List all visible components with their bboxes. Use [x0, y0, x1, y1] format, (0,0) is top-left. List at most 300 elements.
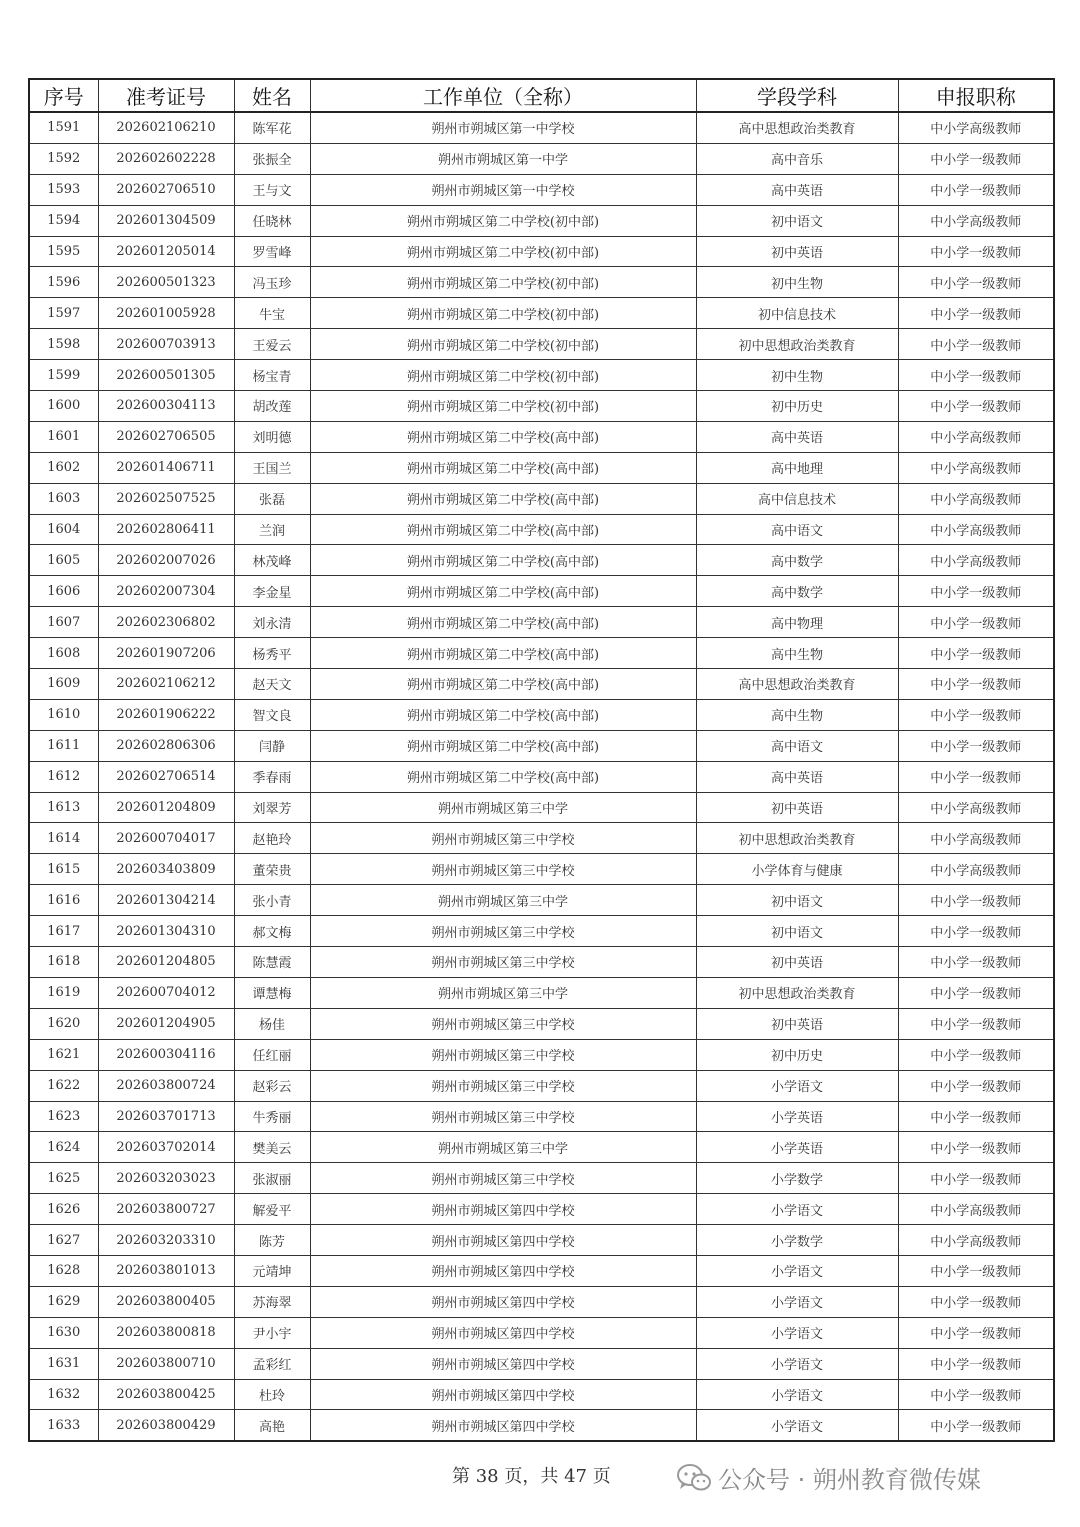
cell-serial: 1611	[29, 730, 98, 761]
cell-work-unit: 朔州市朔城区第三中学校	[310, 1070, 696, 1101]
cell-subject: 初中生物	[696, 267, 898, 298]
cell-name: 解爱平	[234, 1194, 310, 1225]
cell-subject: 小学语文	[696, 1255, 898, 1286]
cell-serial: 1603	[29, 483, 98, 514]
cell-work-unit: 朔州市朔城区第二中学校(高中部)	[310, 607, 696, 638]
cell-serial: 1609	[29, 669, 98, 700]
cell-title: 中小学一级教师	[898, 607, 1054, 638]
cell-title: 中小学高级教师	[898, 112, 1054, 143]
cell-exam-id: 202601205014	[98, 236, 234, 267]
wechat-icon	[676, 1463, 712, 1493]
cell-title: 中小学一级教师	[898, 916, 1054, 947]
cell-title: 中小学一级教师	[898, 669, 1054, 700]
table-row	[29, 143, 1054, 174]
table-row	[29, 1194, 1054, 1225]
cell-title: 中小学一级教师	[898, 1101, 1054, 1132]
cell-exam-id: 202603403809	[98, 854, 234, 885]
cell-title: 中小学高级教师	[898, 792, 1054, 823]
cell-title: 中小学一级教师	[898, 699, 1054, 730]
cell-subject: 小学语文	[696, 1348, 898, 1379]
cell-subject: 高中思想政治类教育	[696, 112, 898, 143]
cell-subject: 初中思想政治类教育	[696, 329, 898, 360]
cell-name: 张淑丽	[234, 1163, 310, 1194]
cell-work-unit: 朔州市朔城区第三中学	[310, 1132, 696, 1163]
table-row	[29, 1317, 1054, 1348]
cell-exam-id: 202601304310	[98, 916, 234, 947]
table-row	[29, 730, 1054, 761]
cell-title: 中小学一级教师	[898, 947, 1054, 978]
cell-name: 杨秀平	[234, 638, 310, 669]
candidate-table	[28, 78, 1055, 1442]
cell-subject: 高中英语	[696, 761, 898, 792]
cell-serial: 1592	[29, 143, 98, 174]
cell-subject: 初中思想政治类教育	[696, 977, 898, 1008]
cell-serial: 1627	[29, 1225, 98, 1256]
watermark	[676, 1460, 981, 1495]
cell-work-unit: 朔州市朔城区第二中学校(初中部)	[310, 360, 696, 391]
table-row	[29, 1101, 1054, 1132]
cell-serial: 1633	[29, 1410, 98, 1441]
cell-subject: 高中生物	[696, 638, 898, 669]
cell-serial: 1621	[29, 1039, 98, 1070]
cell-work-unit: 朔州市朔城区第二中学校(高中部)	[310, 576, 696, 607]
cell-exam-id: 202602806306	[98, 730, 234, 761]
cell-subject: 小学语文	[696, 1317, 898, 1348]
cell-name: 苏海翠	[234, 1286, 310, 1317]
cell-name: 王爱云	[234, 329, 310, 360]
cell-name: 兰润	[234, 514, 310, 545]
cell-serial: 1613	[29, 792, 98, 823]
cell-title: 中小学高级教师	[898, 514, 1054, 545]
table-row	[29, 483, 1054, 514]
cell-title: 中小学一级教师	[898, 329, 1054, 360]
watermark-text: 公众号 · 朔州教育微传媒	[718, 1466, 981, 1494]
cell-title: 中小学一级教师	[898, 1379, 1054, 1410]
cell-name: 陈慧霞	[234, 947, 310, 978]
cell-title: 中小学一级教师	[898, 298, 1054, 329]
cell-subject: 高中信息技术	[696, 483, 898, 514]
cell-name: 冯玉珍	[234, 267, 310, 298]
cell-work-unit: 朔州市朔城区第三中学	[310, 792, 696, 823]
cell-title: 中小学高级教师	[898, 1225, 1054, 1256]
cell-name: 李金星	[234, 576, 310, 607]
cell-exam-id: 202600704017	[98, 823, 234, 854]
cell-name: 张磊	[234, 483, 310, 514]
cell-name: 闫静	[234, 730, 310, 761]
table-row	[29, 916, 1054, 947]
cell-exam-id: 202603701713	[98, 1101, 234, 1132]
cell-work-unit: 朔州市朔城区第二中学校(初中部)	[310, 298, 696, 329]
cell-serial: 1610	[29, 699, 98, 730]
cell-title: 中小学高级教师	[898, 1194, 1054, 1225]
table-row	[29, 638, 1054, 669]
cell-subject: 初中英语	[696, 236, 898, 267]
cell-work-unit: 朔州市朔城区第三中学校	[310, 1163, 696, 1194]
cell-subject: 小学体育与健康	[696, 854, 898, 885]
cell-name: 智文良	[234, 699, 310, 730]
cell-subject: 高中生物	[696, 699, 898, 730]
cell-name: 赵艳玲	[234, 823, 310, 854]
cell-exam-id: 202603800710	[98, 1348, 234, 1379]
cell-name: 牛秀丽	[234, 1101, 310, 1132]
cell-title: 中小学一级教师	[898, 391, 1054, 422]
table-row	[29, 823, 1054, 854]
cell-subject: 高中英语	[696, 421, 898, 452]
table-row	[29, 761, 1054, 792]
cell-exam-id: 202603800818	[98, 1317, 234, 1348]
cell-subject: 高中语文	[696, 514, 898, 545]
cell-title: 中小学高级教师	[898, 545, 1054, 576]
cell-work-unit: 朔州市朔城区第二中学校(高中部)	[310, 699, 696, 730]
table-row	[29, 298, 1054, 329]
cell-serial: 1594	[29, 205, 98, 236]
table-row	[29, 360, 1054, 391]
cell-name: 季春雨	[234, 761, 310, 792]
cell-name: 张小青	[234, 885, 310, 916]
table-row	[29, 1008, 1054, 1039]
cell-exam-id: 202602007304	[98, 576, 234, 607]
cell-name: 孟彩红	[234, 1348, 310, 1379]
table-row	[29, 205, 1054, 236]
cell-subject: 小学英语	[696, 1132, 898, 1163]
cell-exam-id: 202602806411	[98, 514, 234, 545]
table-row	[29, 885, 1054, 916]
cell-name: 刘永清	[234, 607, 310, 638]
cell-subject: 初中英语	[696, 947, 898, 978]
cell-name: 杜玲	[234, 1379, 310, 1410]
cell-name: 王国兰	[234, 452, 310, 483]
table-header-row	[29, 79, 1054, 112]
cell-exam-id: 202602706505	[98, 421, 234, 452]
cell-title: 中小学高级教师	[898, 452, 1054, 483]
table-row	[29, 1286, 1054, 1317]
cell-serial: 1614	[29, 823, 98, 854]
cell-exam-id: 202600501305	[98, 360, 234, 391]
cell-work-unit: 朔州市朔城区第四中学校	[310, 1255, 696, 1286]
cell-title: 中小学一级教师	[898, 1348, 1054, 1379]
document-table-container	[28, 78, 1053, 1442]
cell-title: 中小学一级教师	[898, 1255, 1054, 1286]
cell-name: 罗雪峰	[234, 236, 310, 267]
cell-subject: 初中历史	[696, 1039, 898, 1070]
cell-subject: 小学语文	[696, 1286, 898, 1317]
cell-name: 任晓林	[234, 205, 310, 236]
cell-exam-id: 202600703913	[98, 329, 234, 360]
cell-serial: 1595	[29, 236, 98, 267]
cell-name: 张振全	[234, 143, 310, 174]
cell-name: 牛宝	[234, 298, 310, 329]
cell-work-unit: 朔州市朔城区第四中学校	[310, 1348, 696, 1379]
cell-exam-id: 202601204809	[98, 792, 234, 823]
cell-title: 中小学高级教师	[898, 421, 1054, 452]
cell-work-unit: 朔州市朔城区第二中学校(高中部)	[310, 421, 696, 452]
cell-title: 中小学一级教师	[898, 360, 1054, 391]
cell-serial: 1625	[29, 1163, 98, 1194]
cell-name: 元靖坤	[234, 1255, 310, 1286]
cell-work-unit: 朔州市朔城区第一中学	[310, 143, 696, 174]
cell-exam-id: 202603800724	[98, 1070, 234, 1101]
cell-subject: 小学数学	[696, 1225, 898, 1256]
cell-title: 中小学一级教师	[898, 1410, 1054, 1441]
table-row	[29, 1070, 1054, 1101]
cell-work-unit: 朔州市朔城区第四中学校	[310, 1225, 696, 1256]
cell-name: 郝文梅	[234, 916, 310, 947]
table-row	[29, 236, 1054, 267]
table-row	[29, 1379, 1054, 1410]
cell-exam-id: 202602106210	[98, 112, 234, 143]
cell-name: 林茂峰	[234, 545, 310, 576]
cell-work-unit: 朔州市朔城区第二中学校(初中部)	[310, 329, 696, 360]
cell-name: 王与文	[234, 174, 310, 205]
cell-name: 刘翠芳	[234, 792, 310, 823]
cell-title: 中小学一级教师	[898, 236, 1054, 267]
cell-subject: 初中英语	[696, 1008, 898, 1039]
cell-work-unit: 朔州市朔城区第一中学校	[310, 112, 696, 143]
table-row	[29, 112, 1054, 143]
cell-exam-id: 202603702014	[98, 1132, 234, 1163]
cell-serial: 1600	[29, 391, 98, 422]
cell-title: 中小学高级教师	[898, 823, 1054, 854]
cell-work-unit: 朔州市朔城区第三中学校	[310, 1101, 696, 1132]
cell-serial: 1616	[29, 885, 98, 916]
cell-name: 董荣贵	[234, 854, 310, 885]
cell-exam-id: 202601304214	[98, 885, 234, 916]
cell-work-unit: 朔州市朔城区第二中学校(高中部)	[310, 483, 696, 514]
cell-title: 中小学一级教师	[898, 1070, 1054, 1101]
cell-serial: 1607	[29, 607, 98, 638]
table-row	[29, 1225, 1054, 1256]
cell-serial: 1618	[29, 947, 98, 978]
cell-name: 谭慧梅	[234, 977, 310, 1008]
cell-serial: 1602	[29, 452, 98, 483]
cell-name: 赵天文	[234, 669, 310, 700]
cell-serial: 1605	[29, 545, 98, 576]
cell-exam-id: 202603800405	[98, 1286, 234, 1317]
cell-title: 中小学一级教师	[898, 1132, 1054, 1163]
page-footer	[0, 1462, 1080, 1494]
cell-name: 樊美云	[234, 1132, 310, 1163]
cell-name: 陈芳	[234, 1225, 310, 1256]
cell-work-unit: 朔州市朔城区第二中学校(初中部)	[310, 267, 696, 298]
cell-serial: 1617	[29, 916, 98, 947]
cell-exam-id: 202601204905	[98, 1008, 234, 1039]
cell-subject: 初中信息技术	[696, 298, 898, 329]
cell-title: 中小学高级教师	[898, 483, 1054, 514]
cell-work-unit: 朔州市朔城区第三中学校	[310, 947, 696, 978]
cell-title: 中小学一级教师	[898, 885, 1054, 916]
table-row	[29, 514, 1054, 545]
cell-serial: 1619	[29, 977, 98, 1008]
cell-serial: 1604	[29, 514, 98, 545]
cell-subject: 初中生物	[696, 360, 898, 391]
cell-subject: 初中英语	[696, 792, 898, 823]
cell-subject: 高中物理	[696, 607, 898, 638]
cell-subject: 初中语文	[696, 885, 898, 916]
header-title: 申报职称	[898, 79, 1054, 112]
table-row	[29, 977, 1054, 1008]
cell-serial: 1620	[29, 1008, 98, 1039]
cell-title: 中小学一级教师	[898, 1286, 1054, 1317]
cell-work-unit: 朔州市朔城区第三中学	[310, 885, 696, 916]
cell-exam-id: 202601304509	[98, 205, 234, 236]
cell-work-unit: 朔州市朔城区第一中学校	[310, 174, 696, 205]
table-row	[29, 421, 1054, 452]
table-row	[29, 699, 1054, 730]
cell-serial: 1630	[29, 1317, 98, 1348]
table-body	[29, 112, 1054, 1441]
cell-subject: 高中地理	[696, 452, 898, 483]
cell-work-unit: 朔州市朔城区第四中学校	[310, 1379, 696, 1410]
cell-name: 任红丽	[234, 1039, 310, 1070]
table-row	[29, 452, 1054, 483]
cell-work-unit: 朔州市朔城区第四中学校	[310, 1286, 696, 1317]
header-subject: 学段学科	[696, 79, 898, 112]
cell-serial: 1591	[29, 112, 98, 143]
cell-work-unit: 朔州市朔城区第二中学校(高中部)	[310, 638, 696, 669]
cell-exam-id: 202602007026	[98, 545, 234, 576]
cell-subject: 初中历史	[696, 391, 898, 422]
cell-subject: 小学数学	[696, 1163, 898, 1194]
cell-work-unit: 朔州市朔城区第二中学校(高中部)	[310, 730, 696, 761]
table-row	[29, 669, 1054, 700]
cell-work-unit: 朔州市朔城区第三中学校	[310, 1039, 696, 1070]
cell-serial: 1624	[29, 1132, 98, 1163]
cell-exam-id: 202603800429	[98, 1410, 234, 1441]
header-name: 姓名	[234, 79, 310, 112]
cell-exam-id: 202600304116	[98, 1039, 234, 1070]
cell-work-unit: 朔州市朔城区第二中学校(高中部)	[310, 545, 696, 576]
cell-title: 中小学一级教师	[898, 730, 1054, 761]
cell-work-unit: 朔州市朔城区第三中学校	[310, 854, 696, 885]
cell-exam-id: 202603800425	[98, 1379, 234, 1410]
cell-exam-id: 202600704012	[98, 977, 234, 1008]
cell-exam-id: 202602306802	[98, 607, 234, 638]
cell-exam-id: 202603801013	[98, 1255, 234, 1286]
table-row	[29, 1348, 1054, 1379]
cell-serial: 1628	[29, 1255, 98, 1286]
cell-serial: 1593	[29, 174, 98, 205]
cell-serial: 1629	[29, 1286, 98, 1317]
cell-name: 杨宝青	[234, 360, 310, 391]
cell-work-unit: 朔州市朔城区第二中学校(高中部)	[310, 669, 696, 700]
cell-serial: 1598	[29, 329, 98, 360]
cell-subject: 高中思想政治类教育	[696, 669, 898, 700]
cell-exam-id: 202603203023	[98, 1163, 234, 1194]
cell-subject: 小学语文	[696, 1379, 898, 1410]
header-exam-id: 准考证号	[98, 79, 234, 112]
cell-serial: 1615	[29, 854, 98, 885]
cell-title: 中小学一级教师	[898, 638, 1054, 669]
cell-subject: 高中数学	[696, 545, 898, 576]
cell-serial: 1623	[29, 1101, 98, 1132]
table-row	[29, 607, 1054, 638]
table-row	[29, 545, 1054, 576]
cell-title: 中小学一级教师	[898, 977, 1054, 1008]
cell-title: 中小学一级教师	[898, 174, 1054, 205]
cell-name: 刘明德	[234, 421, 310, 452]
cell-subject: 小学语文	[696, 1194, 898, 1225]
cell-serial: 1626	[29, 1194, 98, 1225]
cell-title: 中小学一级教师	[898, 576, 1054, 607]
cell-subject: 小学英语	[696, 1101, 898, 1132]
cell-title: 中小学高级教师	[898, 854, 1054, 885]
cell-title: 中小学一级教师	[898, 1163, 1054, 1194]
cell-work-unit: 朔州市朔城区第四中学校	[310, 1410, 696, 1441]
cell-subject: 高中语文	[696, 730, 898, 761]
page-number: 第 38 页，共 47 页	[452, 1466, 611, 1487]
cell-exam-id: 202602507525	[98, 483, 234, 514]
cell-subject: 小学语文	[696, 1070, 898, 1101]
cell-work-unit: 朔州市朔城区第四中学校	[310, 1194, 696, 1225]
cell-work-unit: 朔州市朔城区第三中学校	[310, 1008, 696, 1039]
cell-serial: 1622	[29, 1070, 98, 1101]
table-row	[29, 1039, 1054, 1070]
cell-subject: 高中英语	[696, 174, 898, 205]
cell-serial: 1597	[29, 298, 98, 329]
cell-exam-id: 202601906222	[98, 699, 234, 730]
table-row	[29, 1410, 1054, 1441]
cell-exam-id: 202600304113	[98, 391, 234, 422]
table-row	[29, 267, 1054, 298]
cell-exam-id: 202603800727	[98, 1194, 234, 1225]
table-row	[29, 947, 1054, 978]
table-row	[29, 854, 1054, 885]
cell-work-unit: 朔州市朔城区第四中学校	[310, 1317, 696, 1348]
cell-subject: 小学语文	[696, 1410, 898, 1441]
table-row	[29, 576, 1054, 607]
cell-exam-id: 202601204805	[98, 947, 234, 978]
table-row	[29, 1255, 1054, 1286]
table-row	[29, 174, 1054, 205]
cell-serial: 1608	[29, 638, 98, 669]
table-row	[29, 1132, 1054, 1163]
cell-exam-id: 202601406711	[98, 452, 234, 483]
cell-exam-id: 202603203310	[98, 1225, 234, 1256]
cell-subject: 初中语文	[696, 205, 898, 236]
cell-work-unit: 朔州市朔城区第二中学校(高中部)	[310, 452, 696, 483]
cell-exam-id: 202601907206	[98, 638, 234, 669]
cell-name: 陈军花	[234, 112, 310, 143]
cell-serial: 1612	[29, 761, 98, 792]
cell-title: 中小学一级教师	[898, 143, 1054, 174]
cell-work-unit: 朔州市朔城区第二中学校(初中部)	[310, 236, 696, 267]
cell-subject: 初中语文	[696, 916, 898, 947]
cell-name: 胡改莲	[234, 391, 310, 422]
cell-name: 尹小宇	[234, 1317, 310, 1348]
table-row	[29, 391, 1054, 422]
cell-exam-id: 202602602228	[98, 143, 234, 174]
cell-work-unit: 朔州市朔城区第二中学校(初中部)	[310, 391, 696, 422]
table-row	[29, 329, 1054, 360]
table-row	[29, 792, 1054, 823]
cell-name: 高艳	[234, 1410, 310, 1441]
cell-serial: 1596	[29, 267, 98, 298]
cell-work-unit: 朔州市朔城区第三中学校	[310, 916, 696, 947]
cell-work-unit: 朔州市朔城区第三中学	[310, 977, 696, 1008]
cell-exam-id: 202600501323	[98, 267, 234, 298]
cell-work-unit: 朔州市朔城区第二中学校(高中部)	[310, 514, 696, 545]
cell-exam-id: 202602706514	[98, 761, 234, 792]
cell-exam-id: 202602106212	[98, 669, 234, 700]
cell-serial: 1606	[29, 576, 98, 607]
cell-title: 中小学一级教师	[898, 761, 1054, 792]
cell-title: 中小学一级教师	[898, 1008, 1054, 1039]
cell-subject: 高中数学	[696, 576, 898, 607]
cell-subject: 高中音乐	[696, 143, 898, 174]
cell-serial: 1632	[29, 1379, 98, 1410]
cell-work-unit: 朔州市朔城区第三中学校	[310, 823, 696, 854]
cell-title: 中小学一级教师	[898, 1317, 1054, 1348]
